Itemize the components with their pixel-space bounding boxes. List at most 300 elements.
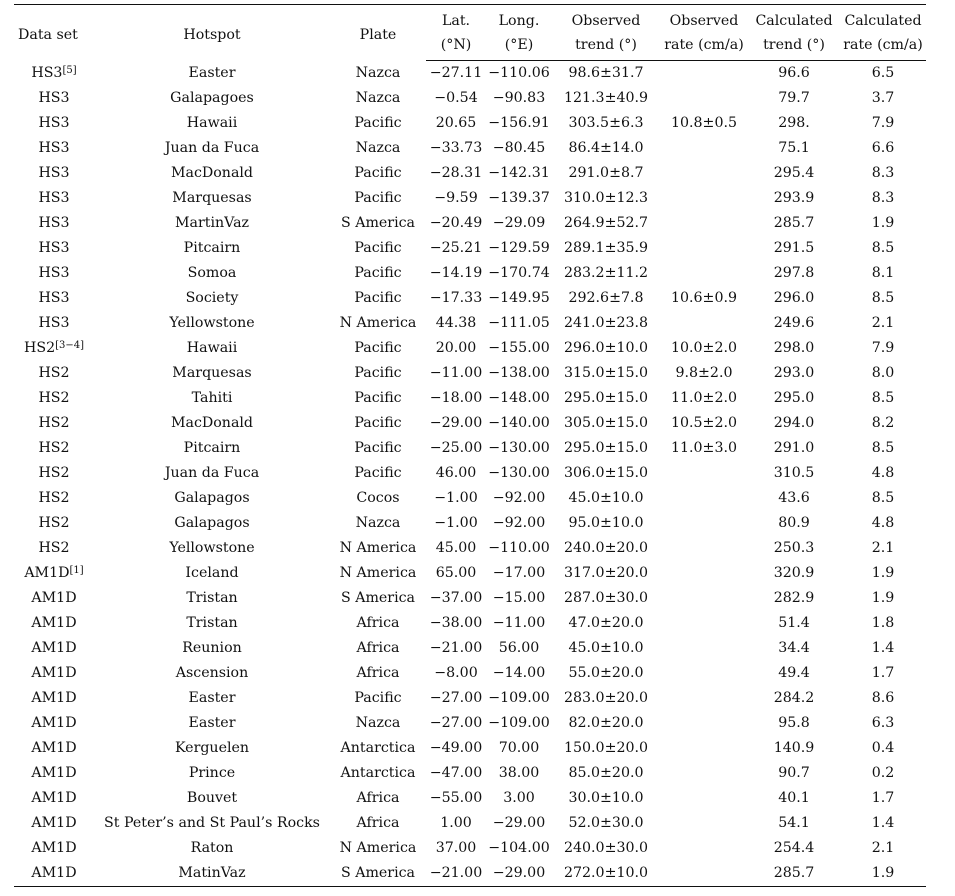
cell-observed-trend [552, 261, 660, 286]
cell-calculated-rate [840, 486, 926, 511]
cell-observed-rate [660, 86, 748, 111]
cell-plate-text: N America [339, 840, 417, 856]
cell-long-text: −80.45 [492, 140, 546, 156]
cell-observed-rate [660, 136, 748, 161]
cell-calculated-trend [748, 186, 840, 211]
cell-calculated-rate-text: 8.5 [871, 240, 895, 256]
cell-lat [426, 361, 486, 386]
cell-data-set-text: HS3 [38, 90, 70, 106]
cell-observed-trend [552, 536, 660, 561]
cell-calculated-trend-text: 80.9 [778, 515, 810, 531]
header-observed-rate: Observed [660, 5, 748, 34]
cell-long [486, 61, 552, 87]
cell-observed-trend [552, 511, 660, 536]
cell-observed-trend [552, 286, 660, 311]
cell-data-set [14, 786, 94, 811]
cell-plate-text: Cocos [356, 490, 400, 506]
cell-calculated-trend [748, 161, 840, 186]
cell-lat-text: −9.59 [434, 190, 478, 206]
cell-plate-text: Pacific [354, 690, 402, 706]
cell-long [486, 136, 552, 161]
hotspot-table-container [14, 4, 926, 887]
cell-observed-rate-text: 10.6±0.9 [670, 290, 738, 306]
cell-calculated-rate [840, 311, 926, 336]
cell-hotspot-text: Ascension [175, 665, 249, 681]
cell-observed-rate [660, 586, 748, 611]
cell-calculated-trend-text: 90.7 [778, 765, 810, 781]
cell-calculated-rate [840, 761, 926, 786]
cell-plate-text: Pacific [354, 365, 402, 381]
cell-hotspot [94, 411, 330, 436]
table-row [14, 436, 926, 461]
cell-hotspot-text: MacDonald [170, 165, 254, 181]
cell-observed-trend-text: 303.5±6.3 [568, 115, 644, 131]
table-row [14, 711, 926, 736]
cell-long-text: −92.00 [492, 490, 546, 506]
cell-observed-trend-text: 283.0±20.0 [563, 690, 649, 706]
header-calculated-rate: Calculated [840, 5, 926, 34]
cell-plate [330, 111, 426, 136]
cell-data-set-text: HS2 [38, 365, 70, 381]
cell-lat-text: 45.00 [435, 540, 477, 556]
cell-long-text: −138.00 [488, 365, 550, 381]
cell-calculated-trend [748, 211, 840, 236]
cell-observed-rate [660, 411, 748, 436]
cell-calculated-trend-text: 282.9 [773, 590, 815, 606]
cell-calculated-trend-text: 40.1 [778, 790, 810, 806]
cell-observed-rate [660, 311, 748, 336]
cell-observed-rate [660, 836, 748, 861]
cell-observed-rate [660, 61, 748, 87]
cell-observed-trend-text: 287.0±30.0 [563, 590, 649, 606]
cell-lat [426, 611, 486, 636]
cell-hotspot [94, 561, 330, 586]
cell-plate-text: S America [340, 590, 416, 606]
table-row [14, 486, 926, 511]
cell-calculated-rate-text: 3.7 [871, 90, 895, 106]
cell-long [486, 186, 552, 211]
table-row [14, 361, 926, 386]
cell-lat-text: −20.49 [429, 215, 483, 231]
table-header [14, 5, 926, 61]
cell-observed-trend-text: 295.0±15.0 [563, 440, 649, 456]
cell-long [486, 836, 552, 861]
cell-observed-trend [552, 561, 660, 586]
table-row [14, 61, 926, 87]
header-data-set: Data set [14, 5, 94, 61]
cell-lat [426, 286, 486, 311]
cell-calculated-trend-text: 285.7 [773, 865, 815, 881]
cell-long-text: 3.00 [503, 790, 535, 806]
cell-lat-text: 1.00 [440, 815, 472, 831]
cell-calculated-trend [748, 686, 840, 711]
cell-lat [426, 536, 486, 561]
cell-observed-trend [552, 786, 660, 811]
cell-observed-trend [552, 636, 660, 661]
cell-calculated-trend-text: 295.4 [773, 165, 815, 181]
cell-hotspot-text: Easter [188, 690, 236, 706]
cell-long [486, 161, 552, 186]
cell-observed-rate [660, 761, 748, 786]
cell-data-set-text: HS2 [38, 390, 70, 406]
cell-plate-text: Africa [356, 815, 400, 831]
cell-observed-trend [552, 711, 660, 736]
cell-observed-trend-text: 47.0±20.0 [568, 615, 644, 631]
cell-calculated-rate-text: 4.8 [871, 515, 895, 531]
cell-calculated-trend [748, 861, 840, 887]
cell-plate-text: Nazca [355, 140, 401, 156]
table-row [14, 611, 926, 636]
cell-data-set [14, 311, 94, 336]
cell-observed-rate [660, 511, 748, 536]
cell-calculated-trend [748, 736, 840, 761]
cell-observed-trend-text: 55.0±20.0 [568, 665, 644, 681]
cell-calculated-trend [748, 411, 840, 436]
cell-plate [330, 261, 426, 286]
cell-data-set [14, 86, 94, 111]
cell-lat [426, 511, 486, 536]
cell-plate [330, 386, 426, 411]
cell-hotspot-text: Tristan [186, 590, 238, 606]
reference-superscript: [1] [69, 565, 84, 576]
cell-plate [330, 786, 426, 811]
header-observed-trend: Observed [552, 5, 660, 34]
cell-hotspot-text: Yellowstone [169, 315, 255, 331]
cell-data-set-text: AM1D [31, 790, 77, 806]
cell-plate [330, 811, 426, 836]
cell-data-set [14, 511, 94, 536]
header-lat-unit: (°N) [426, 33, 486, 61]
cell-data-set-text: HS2 [38, 490, 70, 506]
cell-hotspot-text: Galapagoes [170, 90, 254, 106]
cell-plate-text: Pacific [354, 340, 402, 356]
cell-long-text: −29.09 [492, 215, 546, 231]
cell-hotspot [94, 211, 330, 236]
cell-observed-trend [552, 661, 660, 686]
cell-calculated-trend [748, 711, 840, 736]
cell-calculated-rate [840, 236, 926, 261]
cell-calculated-trend [748, 511, 840, 536]
cell-observed-trend [552, 811, 660, 836]
cell-plate-text: N America [339, 540, 417, 556]
cell-calculated-rate [840, 411, 926, 436]
cell-calculated-rate [840, 186, 926, 211]
cell-long-text: −29.00 [492, 865, 546, 881]
cell-observed-trend-text: 291.0±8.7 [568, 165, 644, 181]
table-row [14, 286, 926, 311]
cell-hotspot [94, 686, 330, 711]
cell-calculated-rate [840, 636, 926, 661]
cell-plate [330, 836, 426, 861]
table-row [14, 136, 926, 161]
cell-calculated-trend-text: 293.0 [773, 365, 815, 381]
cell-calculated-trend-text: 79.7 [778, 90, 810, 106]
cell-calculated-rate [840, 661, 926, 686]
cell-plate [330, 211, 426, 236]
cell-calculated-rate-text: 2.1 [871, 315, 895, 331]
cell-calculated-rate-text: 0.2 [871, 765, 895, 781]
cell-plate-text: N America [339, 315, 417, 331]
table-row [14, 536, 926, 561]
cell-long-text: −129.59 [488, 240, 550, 256]
cell-long-text: −156.91 [488, 115, 550, 131]
cell-hotspot [94, 361, 330, 386]
cell-observed-rate [660, 686, 748, 711]
cell-plate [330, 436, 426, 461]
cell-lat-text: −27.00 [429, 715, 483, 731]
table-row [14, 661, 926, 686]
cell-observed-trend-text: 121.3±40.9 [563, 90, 649, 106]
cell-plate [330, 536, 426, 561]
cell-data-set [14, 211, 94, 236]
cell-observed-trend-text: 264.9±52.7 [563, 215, 649, 231]
cell-calculated-trend [748, 561, 840, 586]
cell-lat-text: −8.00 [434, 665, 478, 681]
cell-calculated-rate [840, 336, 926, 361]
table-row [14, 636, 926, 661]
cell-lat [426, 111, 486, 136]
cell-lat [426, 436, 486, 461]
cell-observed-trend [552, 111, 660, 136]
table-row [14, 186, 926, 211]
cell-observed-rate [660, 186, 748, 211]
cell-lat [426, 636, 486, 661]
cell-observed-rate [660, 436, 748, 461]
cell-calculated-rate [840, 561, 926, 586]
cell-observed-rate [660, 461, 748, 486]
table-row [14, 111, 926, 136]
table-row [14, 261, 926, 286]
cell-plate-text: Africa [356, 790, 400, 806]
cell-long [486, 111, 552, 136]
cell-lat-text: −37.00 [429, 590, 483, 606]
cell-calculated-rate [840, 811, 926, 836]
cell-data-set [14, 736, 94, 761]
cell-calculated-rate-text: 8.2 [871, 415, 895, 431]
cell-hotspot-text: Marquesas [172, 365, 252, 381]
cell-lat-text: −25.21 [429, 240, 483, 256]
cell-plate [330, 636, 426, 661]
table-row [14, 336, 926, 361]
cell-hotspot-text: Prince [188, 765, 236, 781]
table-row [14, 311, 926, 336]
cell-calculated-rate [840, 386, 926, 411]
cell-lat [426, 686, 486, 711]
cell-lat-text: −21.00 [429, 865, 483, 881]
cell-lat [426, 561, 486, 586]
cell-observed-trend-text: 52.0±30.0 [568, 815, 644, 831]
cell-observed-trend-text: 150.0±20.0 [563, 740, 649, 756]
cell-hotspot [94, 611, 330, 636]
cell-observed-trend [552, 236, 660, 261]
cell-hotspot-text: St Peter’s and St Paul’s Rocks [104, 815, 320, 831]
cell-long-text: 70.00 [498, 740, 540, 756]
cell-data-set-text: HS2 [38, 440, 70, 456]
cell-calculated-trend-text: 320.9 [773, 565, 815, 581]
header-plate: Plate [330, 5, 426, 61]
cell-long [486, 736, 552, 761]
cell-calculated-trend-text: 291.0 [773, 440, 815, 456]
cell-calculated-rate [840, 586, 926, 611]
cell-data-set-text: HS3 [38, 140, 70, 156]
cell-calculated-trend-text: 296.0 [773, 290, 815, 306]
table-row [14, 786, 926, 811]
cell-calculated-trend-text: 294.0 [773, 415, 815, 431]
cell-lat [426, 761, 486, 786]
cell-observed-rate [660, 611, 748, 636]
cell-data-set [14, 586, 94, 611]
cell-data-set [14, 761, 94, 786]
cell-observed-trend [552, 736, 660, 761]
cell-data-set [14, 686, 94, 711]
cell-observed-trend-text: 85.0±20.0 [568, 765, 644, 781]
cell-calculated-trend [748, 836, 840, 861]
cell-observed-trend-text: 240.0±30.0 [563, 840, 649, 856]
header-calculated-trend: Calculated [748, 5, 840, 34]
cell-observed-rate-text: 11.0±2.0 [670, 390, 738, 406]
cell-calculated-trend [748, 536, 840, 561]
cell-plate [330, 336, 426, 361]
cell-long [486, 761, 552, 786]
cell-calculated-rate-text: 2.1 [871, 840, 895, 856]
cell-observed-trend [552, 86, 660, 111]
cell-observed-trend [552, 186, 660, 211]
cell-lat-text: 20.65 [435, 115, 477, 131]
cell-data-set-text: AM1D [31, 615, 77, 631]
cell-calculated-trend [748, 636, 840, 661]
cell-long [486, 811, 552, 836]
cell-calculated-rate-text: 1.9 [871, 565, 895, 581]
table-row [14, 236, 926, 261]
cell-lat-text: −1.00 [434, 490, 478, 506]
cell-lat-text: −17.33 [429, 290, 483, 306]
cell-calculated-trend-text: 34.4 [778, 640, 810, 656]
cell-calculated-rate [840, 361, 926, 386]
cell-calculated-trend-text: 254.4 [773, 840, 815, 856]
cell-observed-rate [660, 336, 748, 361]
cell-long-text: −109.00 [488, 690, 550, 706]
cell-lat-text: −38.00 [429, 615, 483, 631]
cell-calculated-rate [840, 461, 926, 486]
cell-lat [426, 236, 486, 261]
cell-long [486, 211, 552, 236]
cell-long [486, 336, 552, 361]
cell-observed-trend-text: 283.2±11.2 [563, 265, 649, 281]
cell-hotspot-text: Somoa [187, 265, 237, 281]
cell-lat [426, 86, 486, 111]
cell-calculated-trend-text: 285.7 [773, 215, 815, 231]
cell-hotspot-text: Pitcairn [183, 440, 241, 456]
cell-data-set-text: HS3 [38, 265, 70, 281]
cell-hotspot [94, 336, 330, 361]
cell-data-set [14, 811, 94, 836]
cell-lat [426, 836, 486, 861]
cell-lat [426, 161, 486, 186]
cell-data-set-text: AM1D [31, 765, 77, 781]
cell-observed-rate [660, 161, 748, 186]
cell-calculated-trend-text: 297.8 [773, 265, 815, 281]
cell-observed-trend-text: 86.4±14.0 [568, 140, 644, 156]
cell-observed-trend [552, 211, 660, 236]
cell-long [486, 486, 552, 511]
header-long: Long. [486, 5, 552, 34]
cell-data-set-text: HS2 [38, 515, 70, 531]
cell-lat-text: −27.00 [429, 690, 483, 706]
header-long-unit: (°E) [486, 33, 552, 61]
cell-long-text: −109.00 [488, 715, 550, 731]
cell-hotspot-text: Galapagos [174, 490, 250, 506]
cell-data-set-text: AM1D [31, 590, 77, 606]
cell-data-set [14, 61, 94, 87]
cell-observed-rate [660, 236, 748, 261]
cell-calculated-rate-text: 1.9 [871, 215, 895, 231]
cell-plate-text: S America [340, 215, 416, 231]
cell-lat [426, 411, 486, 436]
cell-calculated-trend-text: 310.5 [773, 465, 815, 481]
cell-observed-trend [552, 386, 660, 411]
cell-observed-trend-text: 292.6±7.8 [568, 290, 644, 306]
cell-observed-trend [552, 311, 660, 336]
cell-observed-rate [660, 661, 748, 686]
cell-long [486, 461, 552, 486]
cell-plate-text: Nazca [355, 90, 401, 106]
cell-observed-trend-text: 289.1±35.9 [563, 240, 649, 256]
cell-data-set [14, 261, 94, 286]
cell-data-set-text: HS3 [38, 115, 70, 131]
cell-calculated-rate-text: 8.6 [871, 690, 895, 706]
cell-calculated-rate [840, 161, 926, 186]
cell-hotspot [94, 761, 330, 786]
cell-hotspot [94, 586, 330, 611]
cell-calculated-trend [748, 286, 840, 311]
cell-observed-trend-text: 315.0±15.0 [563, 365, 649, 381]
cell-hotspot [94, 486, 330, 511]
cell-calculated-trend-text: 298.0 [773, 340, 815, 356]
cell-hotspot [94, 861, 330, 887]
cell-plate-text: N America [339, 565, 417, 581]
cell-lat [426, 861, 486, 887]
cell-plate [330, 361, 426, 386]
cell-lat [426, 661, 486, 686]
cell-calculated-trend [748, 661, 840, 686]
cell-calculated-rate-text: 8.5 [871, 290, 895, 306]
cell-observed-trend-text: 310.0±12.3 [563, 190, 649, 206]
cell-data-set-text: HS2 [38, 415, 70, 431]
cell-data-set-text: HS3 [38, 215, 70, 231]
cell-long-text: −90.83 [492, 90, 546, 106]
header-calculated-trend-unit: trend (°) [748, 33, 840, 61]
cell-observed-rate-text: 10.5±2.0 [670, 415, 738, 431]
cell-lat [426, 336, 486, 361]
table-row [14, 386, 926, 411]
cell-calculated-trend-text: 249.6 [773, 315, 815, 331]
cell-observed-trend [552, 761, 660, 786]
cell-lat [426, 211, 486, 236]
cell-plate [330, 311, 426, 336]
cell-lat-text: −47.00 [429, 765, 483, 781]
cell-plate-text: Pacific [354, 190, 402, 206]
table-body [14, 61, 926, 887]
cell-calculated-trend [748, 811, 840, 836]
cell-observed-trend-text: 241.0±23.8 [563, 315, 649, 331]
table-row [14, 761, 926, 786]
cell-hotspot [94, 811, 330, 836]
cell-data-set-text: AM1D [31, 665, 77, 681]
cell-calculated-trend-text: 96.6 [778, 65, 810, 81]
hotspot-data-table [14, 4, 926, 887]
cell-hotspot [94, 236, 330, 261]
cell-calculated-rate-text: 8.3 [871, 190, 895, 206]
